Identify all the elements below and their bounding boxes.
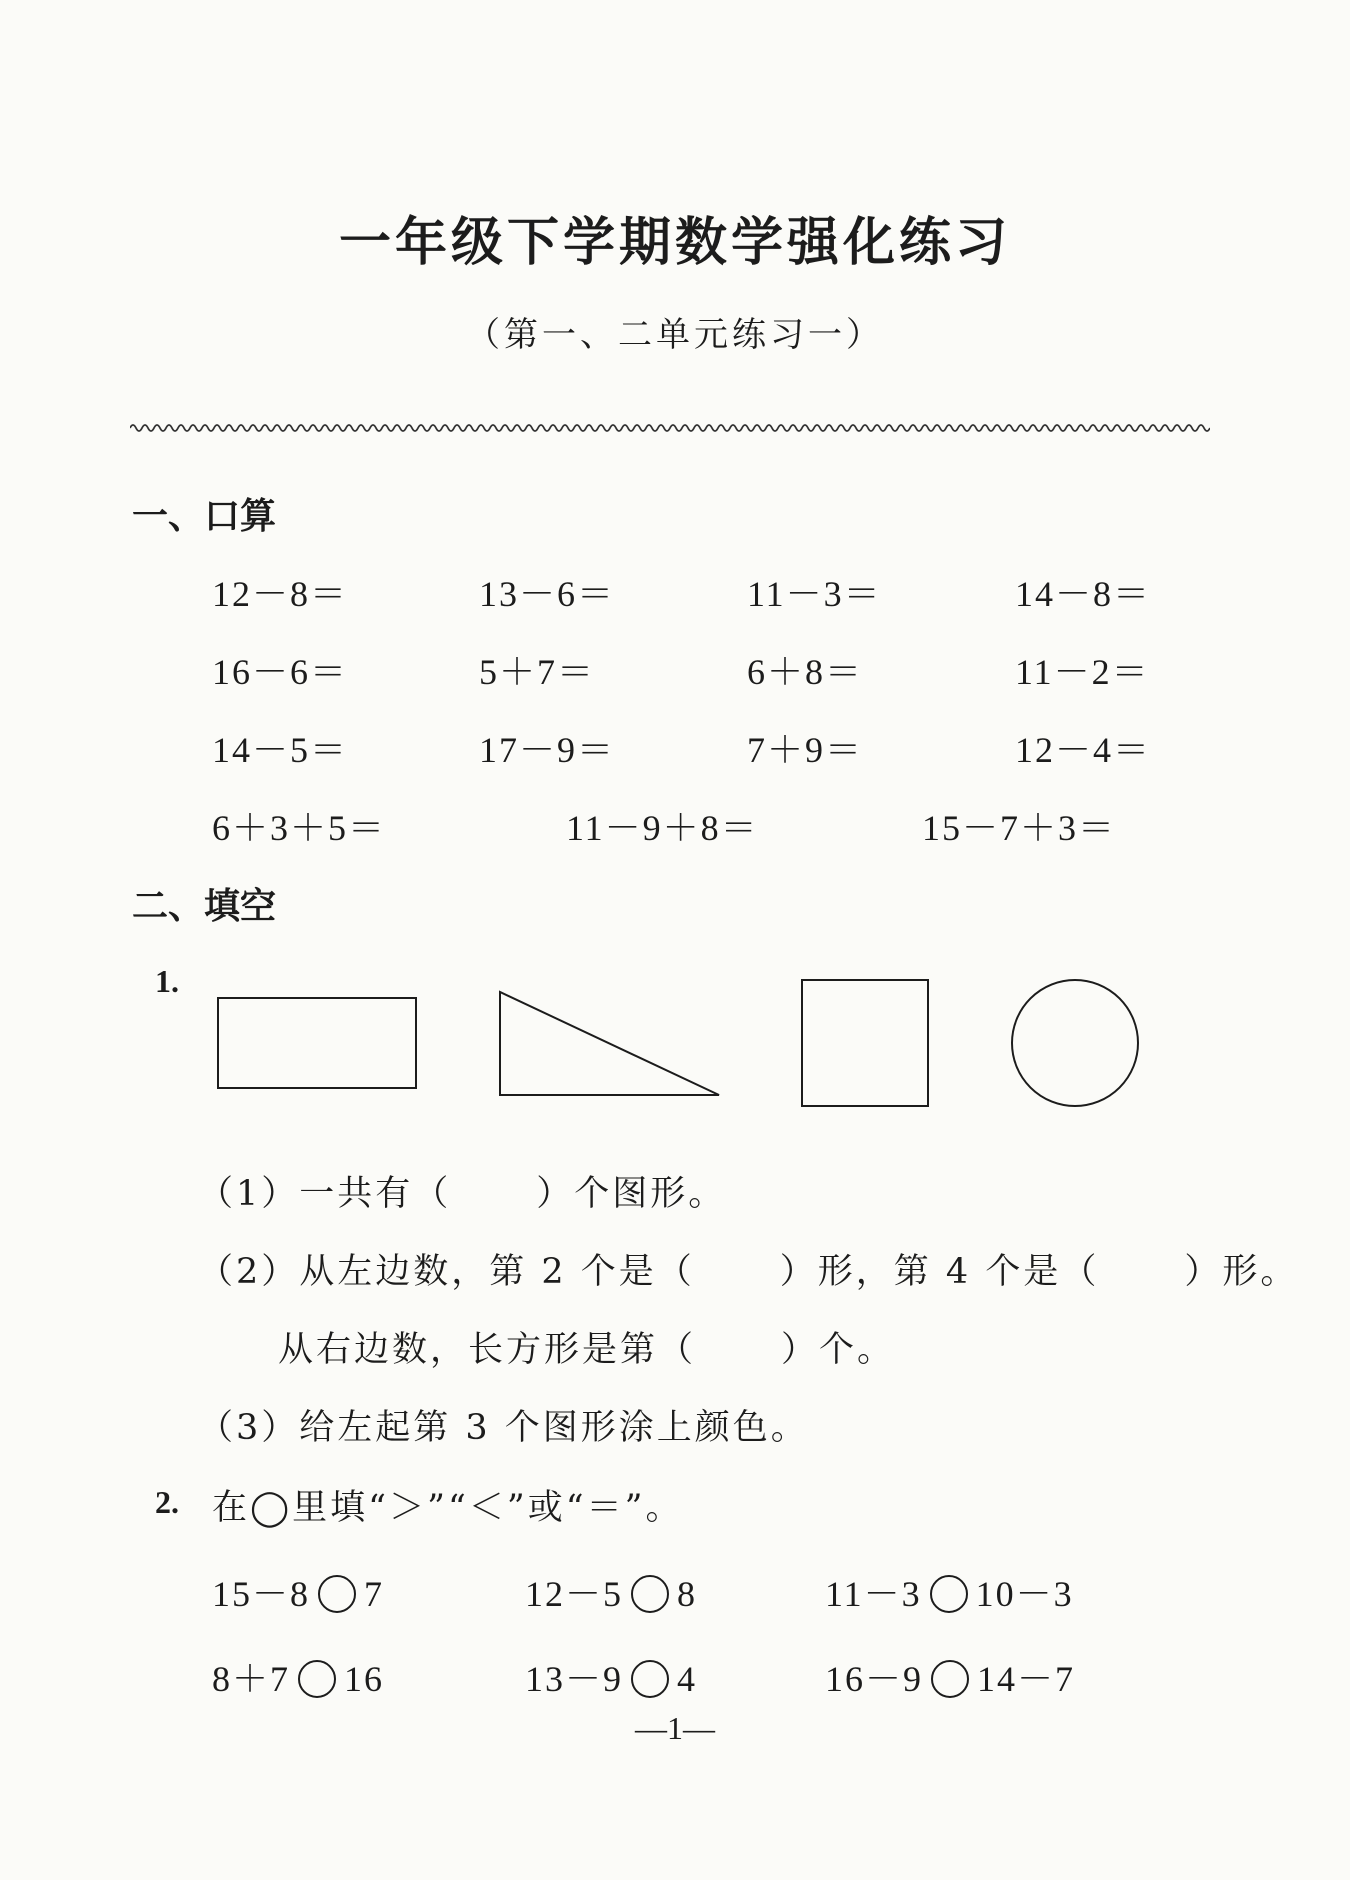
- page-number: —1—: [635, 1710, 715, 1746]
- calc-item: 11－3＝: [747, 574, 882, 614]
- circle-icon: [1012, 980, 1138, 1106]
- rectangle-icon: [218, 998, 416, 1088]
- compare-item: 8＋7 16: [212, 1659, 385, 1699]
- calc-item: 14－8＝: [1015, 574, 1152, 614]
- calc-item: 17－9＝: [479, 730, 616, 770]
- calc-item: 6＋8＝: [747, 652, 864, 692]
- calc-item: 5＋7＝: [479, 652, 596, 692]
- calc-item: 11－9＋8＝: [566, 808, 759, 848]
- page-subtitle: （第一、二单元练习一）: [466, 315, 884, 355]
- wavy-divider: [130, 420, 1210, 436]
- calc-item: 12－8＝: [212, 574, 349, 614]
- q2-instruction: 在◯里填“＞”“＜”或“＝”。: [212, 1488, 684, 1528]
- question-number: 1.: [155, 963, 179, 999]
- compare-item: 13－9 4: [525, 1659, 698, 1699]
- compare-circle[interactable]: [631, 1660, 669, 1698]
- blank-item-1: （1）一共有（ ）个图形。: [198, 1174, 727, 1214]
- compare-circle[interactable]: [298, 1660, 336, 1698]
- compare-circle[interactable]: [930, 1575, 968, 1613]
- compare-circle[interactable]: [318, 1575, 356, 1613]
- calc-item: 13－6＝: [479, 574, 616, 614]
- section-heading-oral-calc: 一、口算: [132, 496, 277, 537]
- shapes-row: [210, 970, 1150, 1120]
- calc-item: 12－4＝: [1015, 730, 1152, 770]
- page-title: 一年级下学期数学强化练习: [338, 212, 1011, 273]
- compare-item: 16－9 14－7: [825, 1659, 1076, 1699]
- calc-item: 7＋9＝: [747, 730, 864, 770]
- calc-item: 11－2＝: [1015, 652, 1150, 692]
- calc-item: 15－7＋3＝: [922, 808, 1117, 848]
- calc-item: 16－6＝: [212, 652, 349, 692]
- compare-item: 11－3 10－3: [825, 1574, 1074, 1614]
- calc-item: 14－5＝: [212, 730, 349, 770]
- blank-item-2b: 从右边数，长方形是第（ ）个。: [278, 1330, 896, 1370]
- compare-item: 15－8 7: [212, 1574, 385, 1614]
- compare-circle[interactable]: [931, 1660, 969, 1698]
- square-icon: [802, 980, 928, 1106]
- blank-item-3: （3）给左起第 3 个图形涂上颜色。: [198, 1408, 809, 1448]
- compare-circle[interactable]: [631, 1575, 669, 1613]
- blank-item-2: （2）从左边数，第 2 个是（ ）形，第 4 个是（ ）形。: [198, 1252, 1299, 1292]
- calc-item: 6＋3＋5＝: [212, 808, 387, 848]
- section-heading-fill-blank: 二、填空: [132, 886, 277, 927]
- right-triangle-icon: [500, 992, 719, 1095]
- question-number: 2.: [155, 1484, 179, 1520]
- compare-item: 12－5 8: [525, 1574, 698, 1614]
